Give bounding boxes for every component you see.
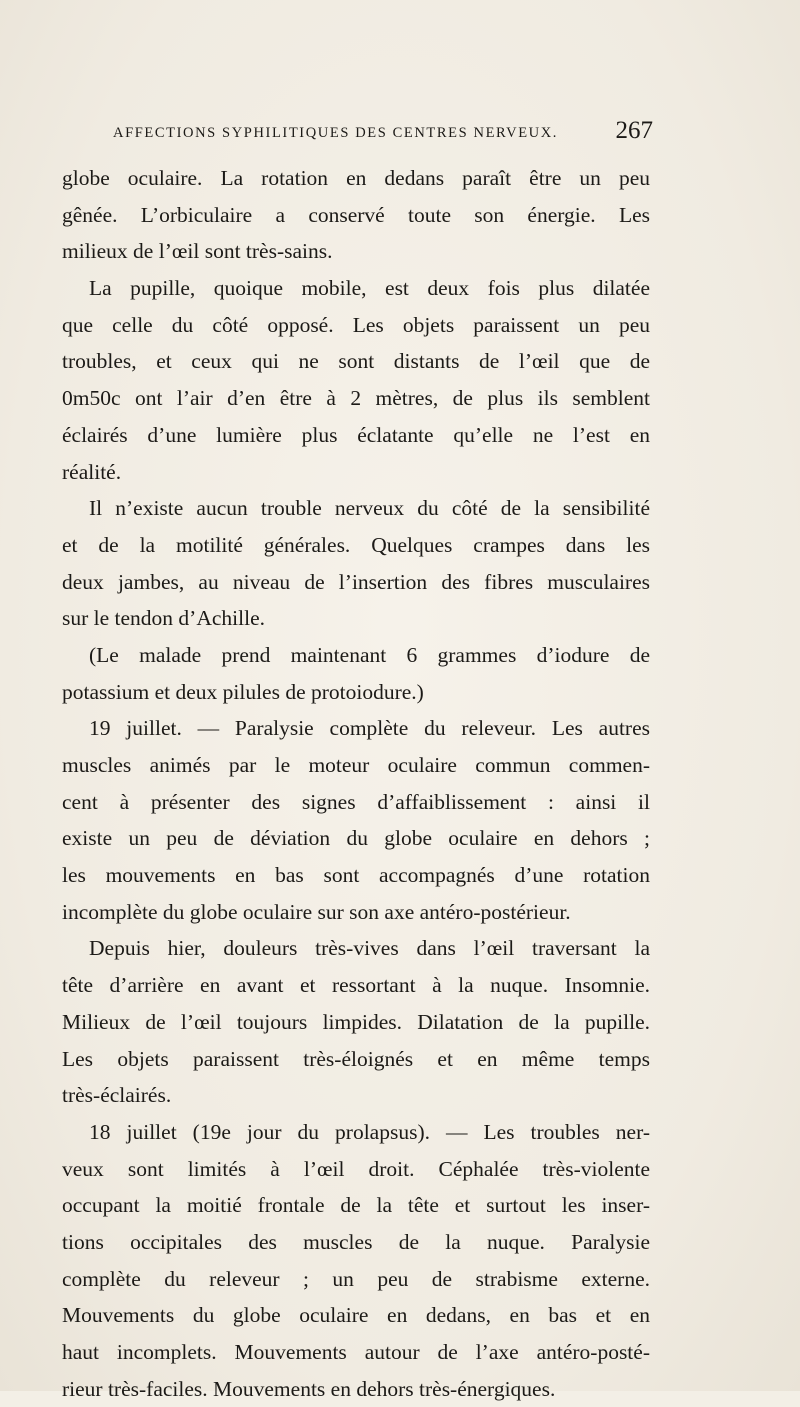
page-number: 267 <box>615 117 653 144</box>
text-line: réalité. <box>62 459 122 484</box>
running-head: AFFECTIONS SYPHILITIQUES DES CENTRES NERVEUX. <box>113 125 559 141</box>
text-line: occupant la moitié frontale de la tête et surtout les inser- <box>62 1193 650 1218</box>
page-header <box>113 117 653 153</box>
text-line: milieux de l’œil sont très-sains. <box>62 239 333 264</box>
text-line: Mouvements du globe oculaire en dedans, en bas et en <box>62 1303 650 1328</box>
text-line: tions occipitales des muscles de la nuque. Paralysie <box>62 1229 650 1254</box>
text-line: existe un peu de déviation du globe oculaire en dehors ; <box>62 826 650 851</box>
text-line: 19 juillet. — Paralysie complète du releveur. Les autres <box>89 716 650 741</box>
text-line: muscles animés par le moteur oculaire commun commen- <box>62 753 650 777</box>
text-line: Il n’existe aucun trouble nerveux du côté de la sensibilité <box>89 496 650 521</box>
text-line: éclairés d’une lumière plus éclatante qu’elle ne l’est en <box>62 422 650 447</box>
text-line: haut incomplets. Mouvements autour de l’axe antéro-posté- <box>62 1340 650 1364</box>
text-line: Milieux de l’œil toujours limpides. Dilatation de la pupille. <box>62 1009 650 1034</box>
text-line: deux jambes, au niveau de l’insertion des fibres musculaires <box>62 569 650 594</box>
text-line: tête d’arrière en avant et ressortant à la nuque. Insomnie. <box>62 973 650 998</box>
text-line: incomplète du globe oculaire sur son axe antéro-postérieur. <box>62 899 571 924</box>
text-line: veux sont limités à l’œil droit. Céphalée très-violente <box>62 1156 650 1181</box>
text-line: Les objets paraissent très-éloignés et en même temps <box>62 1046 650 1071</box>
text-line: cent à présenter des signes d’affaiblissement : ainsi il <box>62 789 650 814</box>
text-line: 0m50c ont l’air d’en être à 2 mètres, de plus ils semblent <box>62 386 650 411</box>
text-line: gênée. L’orbiculaire a conservé toute son énergie. Les <box>62 202 650 227</box>
text-line: les mouvements en bas sont accompagnés d’une rotation <box>62 863 650 888</box>
text-line: globe oculaire. La rotation en dedans paraît être un peu <box>62 166 650 190</box>
body-text <box>62 160 650 1407</box>
text-line: très-éclairés. <box>62 1083 172 1108</box>
text-line: Depuis hier, douleurs très-vives dans l’œil traversant la <box>89 936 650 961</box>
text-line: (Le malade prend maintenant 6 grammes d’iodure de <box>89 642 650 667</box>
text-line: La pupille, quoique mobile, est deux fois plus dilatée <box>89 276 650 301</box>
text-line: et de la motilité générales. Quelques crampes dans les <box>62 532 650 557</box>
text-line: complète du releveur ; un peu de strabisme externe. <box>62 1266 650 1291</box>
text-line: sur le tendon d’Achille. <box>62 606 266 631</box>
text-line: que celle du côté opposé. Les objets paraissent un peu <box>62 312 650 337</box>
text-line: troubles, et ceux qui ne sont distants de l’œil que de <box>62 349 650 374</box>
text-line: rieur très-faciles. Mouvements en dehors très-énergiques. <box>62 1376 556 1401</box>
text-line: potassium et deux pilules de protoiodure.) <box>62 679 424 704</box>
text-line: 18 juillet (19e jour du prolapsus). — Les troubles ner- <box>89 1119 650 1144</box>
